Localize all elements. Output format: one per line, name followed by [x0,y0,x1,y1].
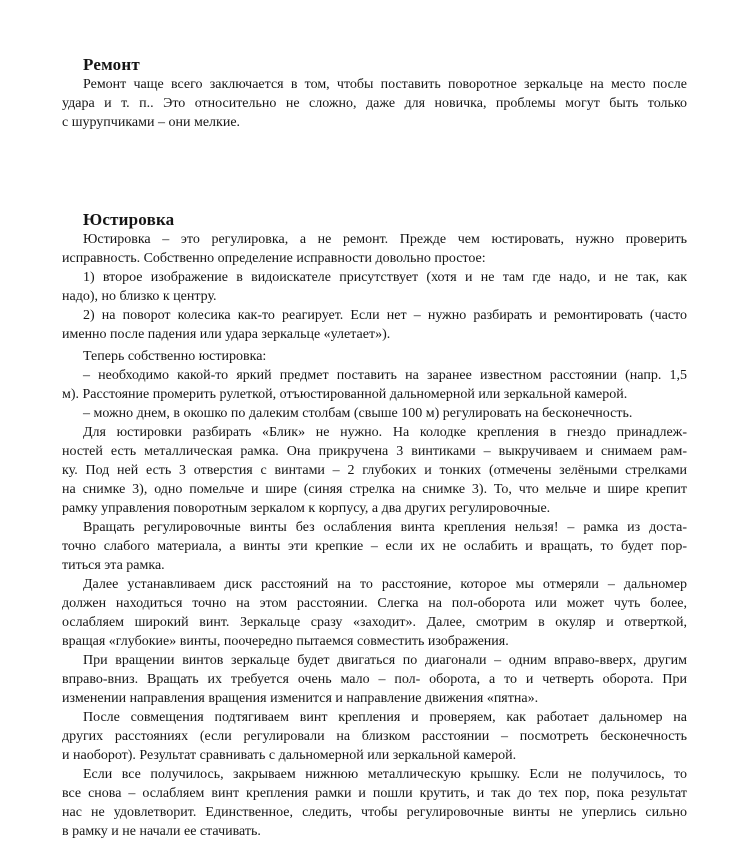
paragraph [62,575,687,651]
text-line: ослабляем широкий винт. Зеркальце сразу «заходит». Далее, смотрим в окуляр и отверткой, [62,615,687,630]
document-section [62,210,687,841]
text-line: надо), но близко к центру. [62,289,217,304]
text-line: ку. Под ней есть 3 отверстия с винтами – 2 глубоких и тонких (отмечены зелёными стрелками [62,463,687,478]
text-line: Ремонт чаще всего заключается в том, чтобы поставить поворотное зеркальце на место после [83,77,687,92]
text-line: м). Расстояние промерить рулеткой, отъюстированной дальномерной или зеркальной камерой. [62,387,628,402]
text-line: и наоборот). Результат сравнивать с дальномерной или зеркальной камерой. [62,748,517,763]
paragraph [62,366,687,404]
document-section [62,55,687,132]
text-line: изменении направления вращения изменится и направление движения «пятна». [62,691,539,706]
text-line: нас не удовлетворит. Единственное, следить, чтобы регулировочные винты не уперлись сильно [62,805,687,820]
paragraph [62,230,687,268]
paragraph [62,75,687,132]
text-line: При вращении винтов зеркальце будет двигаться по диагонали – одним вправо-вверх, другим [83,653,687,668]
paragraph [62,518,687,575]
text-line: все снова – ослабляем винт крепления рамки и пошли крутить, и так до тех пор, пока результат [62,786,687,801]
text-line: с шурупчиками – они мелкие. [62,115,241,130]
text-line: Для юстировки разбирать «Блик» не нужно. На колодке крепления в гнездо принадлеж- [83,425,687,440]
paragraph [62,347,687,366]
text-line: вращая «глубокие» винты, поочередно пытаемся совместить изображения. [62,634,509,649]
text-line: – необходимо какой-то яркий предмет поставить на заранее известном расстоянии (напр. 1,5 [83,368,687,383]
text-line: вправо-вниз. Вращать их требуется очень мало – пол- оборота, а то и четверть оборота. При [62,672,687,687]
text-line: Теперь собственно юстировка: [83,349,267,364]
text-line: Далее устанавливаем диск расстояний на то расстояние, которое мы отмеряли – дальномер [83,577,687,592]
text-line: Юстировка – это регулировка, а не ремонт. Прежде чем юстировать, нужно проверить [83,232,687,247]
section-heading: Ремонт [83,55,140,74]
text-line: титься эта рамка. [62,558,165,573]
text-line: рамку управления поворотным зеркалом к корпусу, а два других регулировочные. [62,501,551,516]
text-line: 1) второе изображение в видоискателе присутствует (хотя и не там где надо, и не так, как [83,270,687,285]
text-line: ностей есть металлическая рамка. Она прикручена 3 винтиками – выкручиваем и снимаем рам- [62,444,687,459]
paragraph [62,268,687,306]
text-line: удара и т. п.. Это относительно не сложно, даже для новичка, проблемы могут быть только [62,96,687,111]
text-line: именно после падения или удара зеркальце «улетает»). [62,327,391,342]
paragraph [62,423,687,518]
paragraph [62,404,687,423]
text-line: других расстояниях (если регулировали на близком расстоянии – посмотреть бесконечность [62,729,687,744]
text-line: на снимке 3), одно помельче и шире (синяя стрелка на снимке 3). То, что мельче и шире крепит [62,482,687,497]
text-line: 2) на поворот колесика как-то реагирует. Если нет – нужно разбирать и ремонтировать (часто [83,308,687,323]
text-line: После совмещения подтягиваем винт крепления и проверяем, как работает дальномер на [83,710,687,725]
text-line: исправность. Собственно определение исправности довольно простое: [62,251,486,266]
text-line: точно слабого материала, а винты эти крепкие – если их не ослабить и вращать, то будет пор- [62,539,687,554]
paragraph [62,306,687,344]
text-line: должен находиться точно на этом расстоянии. Слегка на пол-оборота или может чуть более, [62,596,687,611]
text-line: Если все получилось, закрываем нижнюю металлическую крышку. Если не получилось, то [83,767,687,782]
text-line: в рамку и не начали ее стачивать. [62,824,261,839]
paragraph [62,651,687,708]
paragraph [62,765,687,841]
section-heading: Юстировка [83,210,175,229]
document-body [62,55,687,841]
paragraph [62,708,687,765]
text-line: Вращать регулировочные винты без ослабления винта крепления нельзя! – рамка из доста- [83,520,687,535]
text-line: – можно днем, в окошко по далеким столбам (свыше 100 м) регулировать на бесконечность. [83,406,633,421]
